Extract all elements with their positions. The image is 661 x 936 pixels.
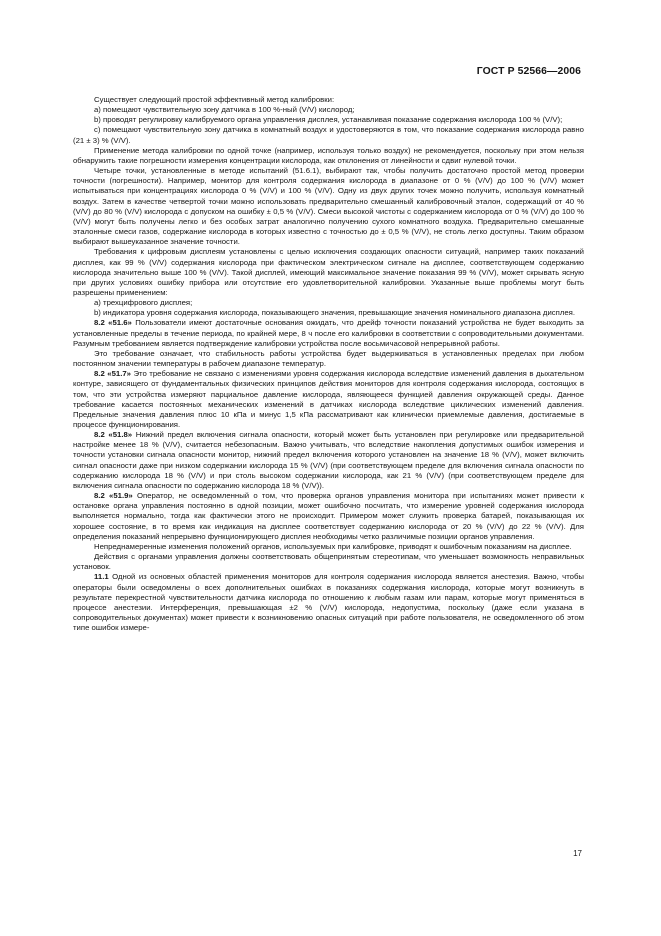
clause-label: 8.2 «51.9» <box>94 491 133 501</box>
paragraph-four-points: Четыре точки, установленные в методе испытаний (51.6.1), выбирают так, чтобы получить достаточно простой метод проверки точности (погрешности). Например, монитор для контроля содержания кислорода в диапазоне от 0 % (V/V) до 100 % (V/V) может испытываться при концентрациях кислорода 0 % (V/V) и 100 % (V/V). Одну из двух других точек можно получить, используя комнатный воздух. Затем в качестве четвертой точки можно использовать предварительно смешанный калибровочный эталон, содержащий от 40 % (V/V) до 80 % (V/V) кислорода с допуском на ошибку ± 0,5 % (V/V). Смеси высокой чистоты с содержанием кислорода от 0 % (V/V) до 100 % (V/V) могут быть получены легко и без особых затрат аналогично получению сухого комнатного воздуха. Предварительно смешанные эталонные смеси газов, содержание кислорода в которых известно с точностью до ± 0,5 % (V/V), не столь легко доступны. Таким образом выбирают вышеуказанное значение точности. <box>73 166 584 247</box>
list-item-a: а) помещают чувствительную зону датчика в 100 %-ный (V/V) кислород; <box>94 105 355 115</box>
page-number: 17 <box>573 849 582 858</box>
clause-51-9: 8.2 «51.9» Оператор, не осведомленный о том, что проверка органов управления монитора при испытаниях может привести к остановке органа управления постоянно в одной позиции, может ошибочно посчитать, что измерение уровней содержания кислорода выполняется нормально, тогда как фактически этого не происходит. Примером может служить проверка батарей, показывающая их хорошее состояние, в то время как индикация на дисплее соответствует содержанию кислорода от 20 % (V/V) до 22 % (V/V). Для определения показаний непрерывно функционирующего дисплея необходимы четко различимые позиции органов управления. <box>73 491 584 541</box>
clause-label: 8.2 «51.6» <box>94 318 132 328</box>
clause-label: 11.1 <box>94 572 109 582</box>
paragraph-stability: Это требование означает, что стабильность работы устройства будет выдерживаться в установленных пределах при любом постоянном значении температуры в рабочем диапазоне температур. <box>73 348 584 369</box>
paragraph-calibration-intro: Существует следующий простой эффективный метод калибровки: <box>94 95 335 104</box>
paragraph-unintended-changes: Непреднамеренные изменения положений органов, используемых при калибровке, приводят к ошибочным показаниям на дисплее. <box>94 541 572 551</box>
clause-label: 8.2 «51.7» <box>94 369 131 379</box>
clause-11-1: 11.1 Одной из основных областей применения мониторов для контроля содержания кислорода является анестезия. Важно, чтобы операторы были осведомлены о всех дополнительных ошибках в показаниях содержания кислорода, которые могут возникнуть в результате перекрестной чувствительности датчика кислорода по отношению к любым газам или парам, которые могут применяться в процессе анестезии. Интерференция, превышающая ±2 % (V/V) кислорода, недопустима, поскольку (даже если указана в сопроводительных документах) может привести к возникновению опасных ситуаций при работе пользователя, не осведомленного об этом типе ошибок измере- <box>73 572 584 633</box>
clause-51-8: 8.2 «51.8» Нижний предел включения сигнала опасности, который может быть установлен при регулировке или предварительной настройке менее 18 % (V/V), считается небезопасным. Важно учитывать, что вследствие накопления допустимых ошибок измерения и точности установки сигнала опасности монитор, нижний предел включения которого установлен на значение 18 % (V/V), может включить сигнал опасности даже при низком содержании кислорода 15 % (V/V) (при соответствующем пределе для включения сигнала опасности по содержанию кислорода 18 % (V/V) и при столь высоком содержании кислорода, как 21 % (V/V) (при соответствующем пределе для включения сигнала опасности по содержанию кислорода 18 % (V/V)). <box>73 430 585 490</box>
list-item-c: с) помещают чувствительную зону датчика в комнатный воздух и удостоверяются в том, что показание содержания кислорода равно (21 ± 3) % (V/V). <box>73 125 584 145</box>
list-item-b: b) проводят регулировку калибруемого органа управления дисплея, устанавливая показание содержания кислорода 100 % (V/V); <box>94 115 563 125</box>
list-item-b-indicator: b) индикатора уровня содержания кислорода, показывающего значения, превышающие значения номинального диапазона дисплея. <box>94 308 576 318</box>
paragraph-control-stereotypes: Действия с органами управления должны соответствовать общепринятым стереотипам, что уменьшает возможность неправильных установок. <box>73 552 584 572</box>
clause-label: 8.2 «51.8» <box>94 430 133 440</box>
paragraph-digital-displays: Требования к цифровым дисплеям установлены с целью исключения создающих опасности ситуаций, например таких показаний дисплея, как 99 % (V/V) содержания кислорода при фактическом электрическом сигнале на дисплее, соответствующем содержанию кислорода значительно выше 100 % (V/V). Такой дисплей, имеющий максимальное значение показания 99 % (V/V), может скрывать ясную при других условиях ошибку прибора или отсутствие его удовлетворительной калибровки. Указанные выше проблемы могут быть разрешены применением: <box>73 247 584 297</box>
clause-51-6: 8.2 «51.6» Пользователи имеют достаточные основания ожидать, что дрейф точности показаний устройства не будет выходить за установленные пределы в течение периода, по крайней мере, 8 ч после его калибровки в соответствии с сопроводительными документами. Разумным требованием является подтверждение калибровки устройства после восьмичасовой непрерывной работы. <box>73 318 584 348</box>
list-item-a-display: а) трехцифрового дисплея; <box>94 298 193 308</box>
clause-51-7: 8.2 «51.7» Это требование не связано с изменениями уровня содержания кислорода вследствие изменений давления в дыхательном контуре, зависящего от фундаментальных физических принципов действия мониторов для контроля содержания кислорода, состоящих в том, что эти устройства измеряют парциальное давление кислорода, являющееся функцией давления окружающей среды. Данное требование касается постоянных механических изменений в датчиках кислорода вследствие циклических изменений давления. Предельные значения давления плюс 10 кПа и минус 1,5 кПа рассматривают как клинически приемлемые давления, достигаемые в процессе функционирования. <box>73 369 584 429</box>
document-body <box>73 95 584 633</box>
document-header: ГОСТ Р 52566—2006 <box>476 66 581 77</box>
paragraph-single-point: Применение метода калибровки по одной точке (например, используя только воздух) не рекомендуется, поскольку при этом нельзя обнаружить такие погрешности измерения концентрации кислорода, как отклонения от линейности и сдвиг нулевой точки. <box>73 145 584 165</box>
